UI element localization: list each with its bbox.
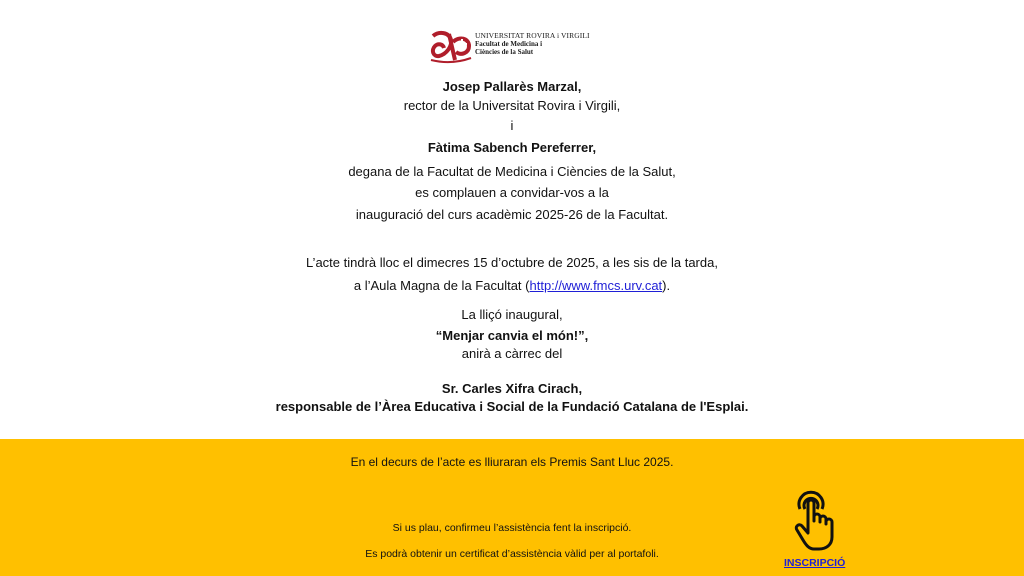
host1-role: rector de la Universitat Rovira i Virgili, [403, 98, 621, 113]
speaker-role: responsable de l’Àrea Educativa i Social de la Fundació Catalana de l'Esplai. [275, 399, 749, 414]
invite-line: es complauen a convidar-vos a la [415, 185, 609, 200]
host2-name: Fàtima Sabench Pereferrer, [427, 140, 597, 155]
date-line: L’acte tindrà lloc el dimecres 15 d’octubre de 2025, a les sis de la tarda, [306, 255, 718, 270]
event-line: inauguració del curs acadèmic 2025-26 de la Facultat. [355, 207, 669, 222]
connector: i [510, 118, 514, 133]
registration-label[interactable]: INSCRIPCIÓ [784, 557, 846, 569]
lecture-by: anirà a càrrec del [461, 346, 563, 361]
registration-banner [0, 439, 1024, 576]
lecture-intro: La lliçó inaugural, [461, 307, 563, 322]
urv-logo-icon [429, 30, 473, 64]
place-line [0, 278, 1024, 294]
place-prefix: a l’Aula Magna de la Facultat ( [353, 278, 530, 293]
faculty-website-link[interactable]: http://www.fmcs.urv.cat [529, 278, 663, 293]
faculty-logo [429, 30, 609, 64]
speaker-name: Sr. Carles Xifra Cirach, [441, 381, 583, 396]
host1-name: Josep Pallarès Marzal, [442, 79, 582, 94]
confirm-line: Si us plau, confirmeu l’assistència fent la inscripció. [392, 522, 632, 534]
logo-faculty-line1: Facultat de Medicina i [475, 40, 543, 48]
lecture-title: “Menjar canvia el món!”, [435, 328, 589, 343]
logo-faculty-line2: Ciències de la Salut [475, 48, 534, 56]
place-suffix: ). [662, 278, 671, 293]
logo-text [475, 32, 590, 56]
host2-role: degana de la Facultat de Medicina i Ciències de la Salut, [348, 164, 676, 179]
certificate-line: Es podrà obtenir un certificat d’assistència vàlid per al portafoli. [365, 548, 659, 560]
registration-button[interactable] [780, 489, 850, 571]
pointing-hand-click-icon [790, 489, 840, 553]
awards-line: En el decurs de l’acte es lliuraran els Premis Sant Lluc 2025. [350, 455, 674, 469]
logo-university: UNIVERSITAT ROVIRA i VIRGILI [475, 31, 590, 40]
